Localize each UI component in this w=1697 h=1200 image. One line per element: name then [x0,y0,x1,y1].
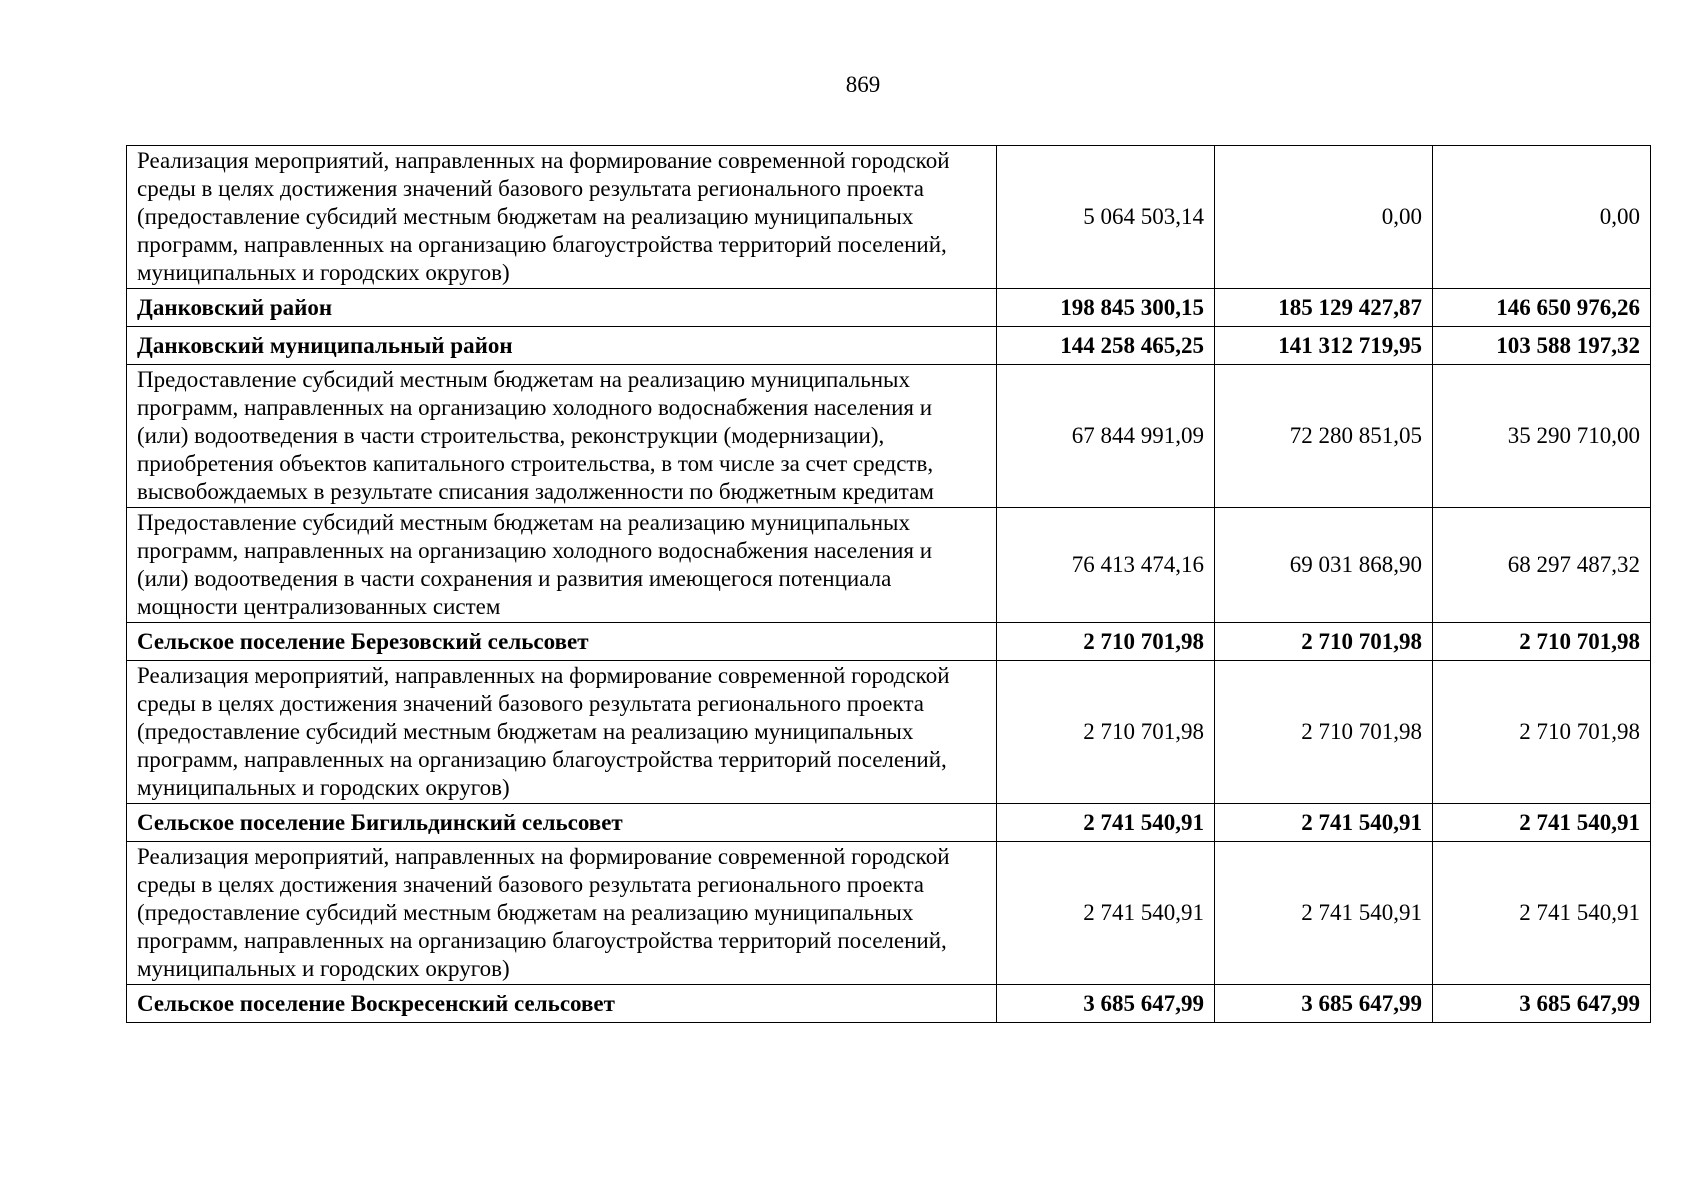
row-value-year-2: 185 129 427,87 [1215,289,1433,327]
table-row [127,508,1651,623]
row-value-year-3: 146 650 976,26 [1433,289,1651,327]
table-row-subtotal [127,985,1651,1023]
row-description: Предоставление субсидий местным бюджетам на реализацию муниципальных программ, направленных на организацию холодного водоснабжения населения и (или) водоотведения в части сохранения и развития имеющегося потенциала мощности централизованных систем [127,508,997,623]
row-value-year-2: 72 280 851,05 [1215,365,1433,508]
row-value-year-3: 2 710 701,98 [1433,623,1651,661]
row-value-year-3: 2 710 701,98 [1433,661,1651,804]
row-value-year-2: 141 312 719,95 [1215,327,1433,365]
row-description: Реализация мероприятий, направленных на формирование современной городской среды в целях достижения значений базового результата регионального проекта (предоставление субсидий местным бюджетам на реализацию муниципальных программ, направленных на организацию благоустройства территорий поселений, муниципальных и городских округов) [127,661,997,804]
table-row [127,365,1651,508]
table-row-subtotal [127,327,1651,365]
row-value-year-1: 67 844 991,09 [997,365,1215,508]
row-value-year-2: 3 685 647,99 [1215,985,1433,1023]
row-description: Сельское поселение Воскресенский сельсовет [127,985,997,1023]
row-description: Сельское поселение Бигильдинский сельсовет [127,804,997,842]
table-row [127,146,1651,289]
row-value-year-1: 2 741 540,91 [997,842,1215,985]
row-value-year-1: 2 741 540,91 [997,804,1215,842]
row-value-year-3: 0,00 [1433,146,1651,289]
row-value-year-2: 2 710 701,98 [1215,623,1433,661]
row-value-year-2: 2 741 540,91 [1215,804,1433,842]
row-value-year-3: 103 588 197,32 [1433,327,1651,365]
row-value-year-3: 2 741 540,91 [1433,804,1651,842]
table-row-subtotal [127,623,1651,661]
table-row [127,842,1651,985]
row-value-year-1: 76 413 474,16 [997,508,1215,623]
row-value-year-3: 35 290 710,00 [1433,365,1651,508]
row-value-year-2: 0,00 [1215,146,1433,289]
row-value-year-2: 2 710 701,98 [1215,661,1433,804]
row-value-year-1: 3 685 647,99 [997,985,1215,1023]
table-row-subtotal [127,289,1651,327]
row-value-year-1: 2 710 701,98 [997,623,1215,661]
row-value-year-1: 198 845 300,15 [997,289,1215,327]
budget-table [126,145,1651,1023]
row-description: Данковский муниципальный район [127,327,997,365]
row-value-year-3: 2 741 540,91 [1433,842,1651,985]
table-row-subtotal [127,804,1651,842]
row-value-year-2: 2 741 540,91 [1215,842,1433,985]
row-description: Данковский район [127,289,997,327]
row-value-year-2: 69 031 868,90 [1215,508,1433,623]
row-value-year-3: 68 297 487,32 [1433,508,1651,623]
page-number: 869 [845,72,881,97]
row-value-year-1: 144 258 465,25 [997,327,1215,365]
budget-table-body [127,146,1651,1023]
table-row [127,661,1651,804]
row-value-year-1: 2 710 701,98 [997,661,1215,804]
row-value-year-1: 5 064 503,14 [997,146,1215,289]
row-description: Реализация мероприятий, направленных на формирование современной городской среды в целях достижения значений базового результата регионального проекта (предоставление субсидий местным бюджетам на реализацию муниципальных программ, направленных на организацию благоустройства территорий поселений, муниципальных и городских округов) [127,146,997,289]
row-description: Сельское поселение Березовский сельсовет [127,623,997,661]
row-description: Предоставление субсидий местным бюджетам на реализацию муниципальных программ, направленных на организацию холодного водоснабжения населения и (или) водоотведения в части строительства, реконструкции (модернизации), приобретения объектов капитального строительства, в том числе за счет средств, высвобождаемых в результате списания задолженности по бюджетным кредитам [127,365,997,508]
row-value-year-3: 3 685 647,99 [1433,985,1651,1023]
row-description: Реализация мероприятий, направленных на формирование современной городской среды в целях достижения значений базового результата регионального проекта (предоставление субсидий местным бюджетам на реализацию муниципальных программ, направленных на организацию благоустройства территорий поселений, муниципальных и городских округов) [127,842,997,985]
